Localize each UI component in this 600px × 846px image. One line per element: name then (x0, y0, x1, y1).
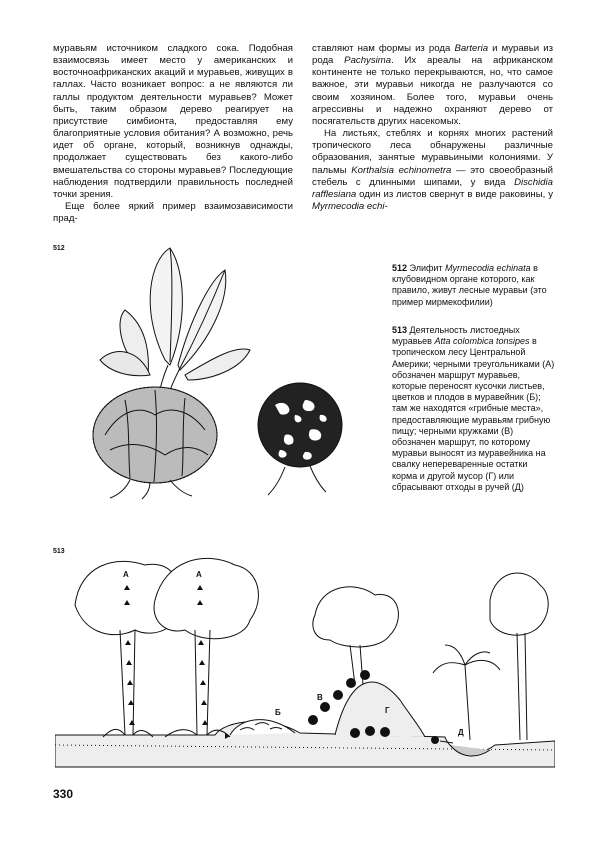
label-b: Б (275, 708, 281, 717)
species-name: Atta colombica tonsipes (434, 336, 530, 347)
label-a: А (196, 570, 202, 579)
figure-513-illustration (55, 545, 555, 775)
tree-trunk (517, 633, 527, 740)
text-column-right (312, 43, 553, 213)
figure-512-caption (392, 263, 552, 308)
label-v: В (317, 693, 323, 702)
label-a: А (123, 570, 129, 579)
text-run: Элифит (407, 263, 446, 273)
text-run: ставляют нам формы из рода (312, 43, 455, 54)
text-run: в тропическом лесу Центральной Америки; черными треугольниками (А) обозначен маршрут муравьев, которые переносят кусочки листьев, цветков и плодов в муравейник (Б); там же находятся «грибные места», предоставляющие муравьям грибную пищу; черными кружками (В) обозначен маршрут, по которому муравьи выносят из муравейника на свалку непереваренные остатки корма и другой мусор (Г) или сбрасывают отходы в ручей (Д) (392, 336, 555, 492)
figure-513-number: 513 (53, 548, 65, 555)
paragraph: Еще более яркий пример взаимозависимости прад- (53, 201, 293, 225)
label-d: Д (458, 728, 464, 737)
figure-512-illustration (70, 240, 370, 500)
text-run: — это своеобразный стебель с длинными шипами, у вида (312, 164, 553, 188)
figure-512-number: 512 (53, 245, 65, 252)
palm-tree (433, 645, 500, 740)
text-column-left (53, 43, 293, 225)
ground (55, 721, 555, 767)
species-name: Myrmecodia echinata (445, 263, 531, 273)
text-run: и муравьи из рода (312, 43, 553, 67)
text-run: На листьях, стеблях и корнях многих растений тропического леса обнаружены различные образования, занятые муравьиными колониями. У пальмы (312, 128, 553, 176)
refuse-mound (335, 682, 425, 737)
caption-number: 512 (392, 263, 408, 273)
species-name: Korthalsia echinometra (351, 164, 452, 176)
species-name: Myrmecodia echi- (312, 201, 388, 213)
page-number: 330 (53, 787, 74, 801)
genus-name: Barteria (454, 43, 489, 54)
text-run: . Их ареалы на африканском континенте не только перекрываются, но, что самое важное, эти муравьи никогда не разлучаются со своим хозяином. Более того, муравьи очень агрессивны и надежно охраняют дерево от посягательств других насекомых. (312, 55, 553, 127)
caption-number: 513 (392, 325, 408, 335)
ant-nest (230, 720, 295, 735)
tree-trunk (120, 630, 135, 735)
text-run: в клубовидном органе которого, как правило, живут лесные муравьи (это пример мирмекофилии) (392, 263, 547, 307)
label-g: Г (385, 706, 390, 715)
genus-name: Pachysima (344, 55, 392, 67)
tree-canopy (313, 587, 399, 647)
tree-canopy (490, 573, 548, 635)
paragraph (312, 43, 553, 128)
paragraph (312, 128, 553, 213)
figure-513-caption (392, 325, 555, 493)
paragraph: муравьям источником сладкого сока. Подобная взаимосвязь имеет место у американских и восточноафриканских акаций и муравьев, живущих в галлах. Часто возникает вопрос: а не являются ли галлы продуктом деятельности муравьев? Может быть, таким образом дерево реагирует на присутствие симбионта, предоставляя ему благоприятные условия обитания? А возможно, речь идет об органе, который, возникнув однажды, продолжает существовать без какого-либо вмешательства со стороны муравьев? Последующие наблюдения подтвердили правильность последней точки зрения. (53, 43, 293, 200)
species-name: Dischidia rafflesiana (312, 176, 553, 200)
text-run: Деятельность листоедных муравьев (392, 325, 520, 347)
myrmecodia-plant-drawing (93, 248, 342, 499)
text-run: один из листов свернут в виде раковины, у (356, 188, 553, 200)
